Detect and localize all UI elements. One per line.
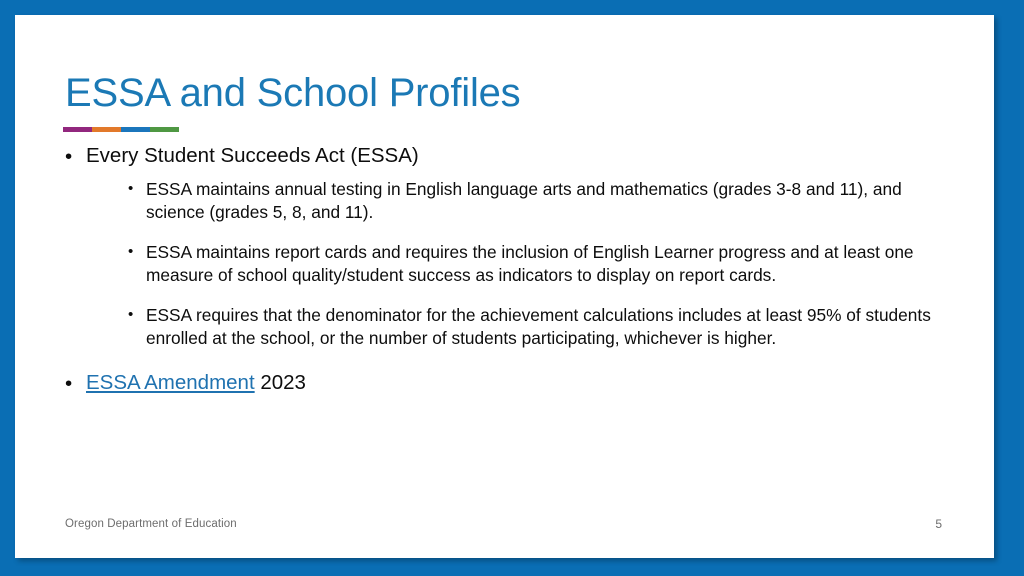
page-title-text: ESSA and School Profiles	[65, 71, 521, 115]
bullet-item-essa-title	[63, 143, 963, 351]
bullet-list-level2	[86, 178, 963, 351]
bullet-text-essa-title: Every Student Succeeds Act (ESSA)	[86, 144, 419, 167]
essa-amendment-link[interactable]: ESSA Amendment	[86, 370, 255, 394]
bullet-item-essa-amendment	[63, 370, 963, 397]
sub-bullet-item-report-cards	[127, 241, 963, 288]
bullet-marker-icon: •	[128, 179, 134, 197]
sub-bullet-text-testing: ESSA maintains annual testing in English language arts and mathematics (grades 3-8 and 11), and science (grades 5, 8, and 11).	[146, 178, 902, 223]
accent-segment-2	[92, 127, 121, 132]
accent-segment-1	[63, 127, 92, 132]
slide-body	[63, 143, 963, 398]
sub-bullet-group	[86, 178, 963, 351]
sub-bullet-text-report-cards: ESSA maintains report cards and requires the inclusion of English Learner progress and at least one measure of school quality/student success as indicators to display on report cards.	[146, 241, 914, 286]
title-accent-rule	[63, 127, 179, 132]
bullet-marker-icon: •	[128, 242, 134, 260]
slide-canvas	[15, 15, 994, 558]
bullet-marker-icon: •	[65, 145, 73, 169]
accent-segment-3	[121, 127, 150, 132]
footer-organization: Oregon Department of Education	[65, 518, 237, 530]
sub-bullet-item-testing	[127, 178, 963, 225]
sub-bullet-item-denominator	[127, 304, 963, 351]
bullet-list-level1	[63, 143, 963, 396]
accent-segment-4	[150, 127, 179, 132]
bullet-marker-icon: •	[65, 371, 73, 395]
page-number: 5	[935, 517, 942, 531]
bullet-marker-icon: •	[128, 306, 134, 323]
page-title	[65, 70, 520, 116]
sub-bullet-text-denominator: ESSA requires that the denominator for the achievement calculations includes at least 95% of students enrolled at the school, or the number of students participating, whichever is higher.	[146, 304, 931, 349]
essa-amendment-year: 2023	[254, 370, 306, 394]
